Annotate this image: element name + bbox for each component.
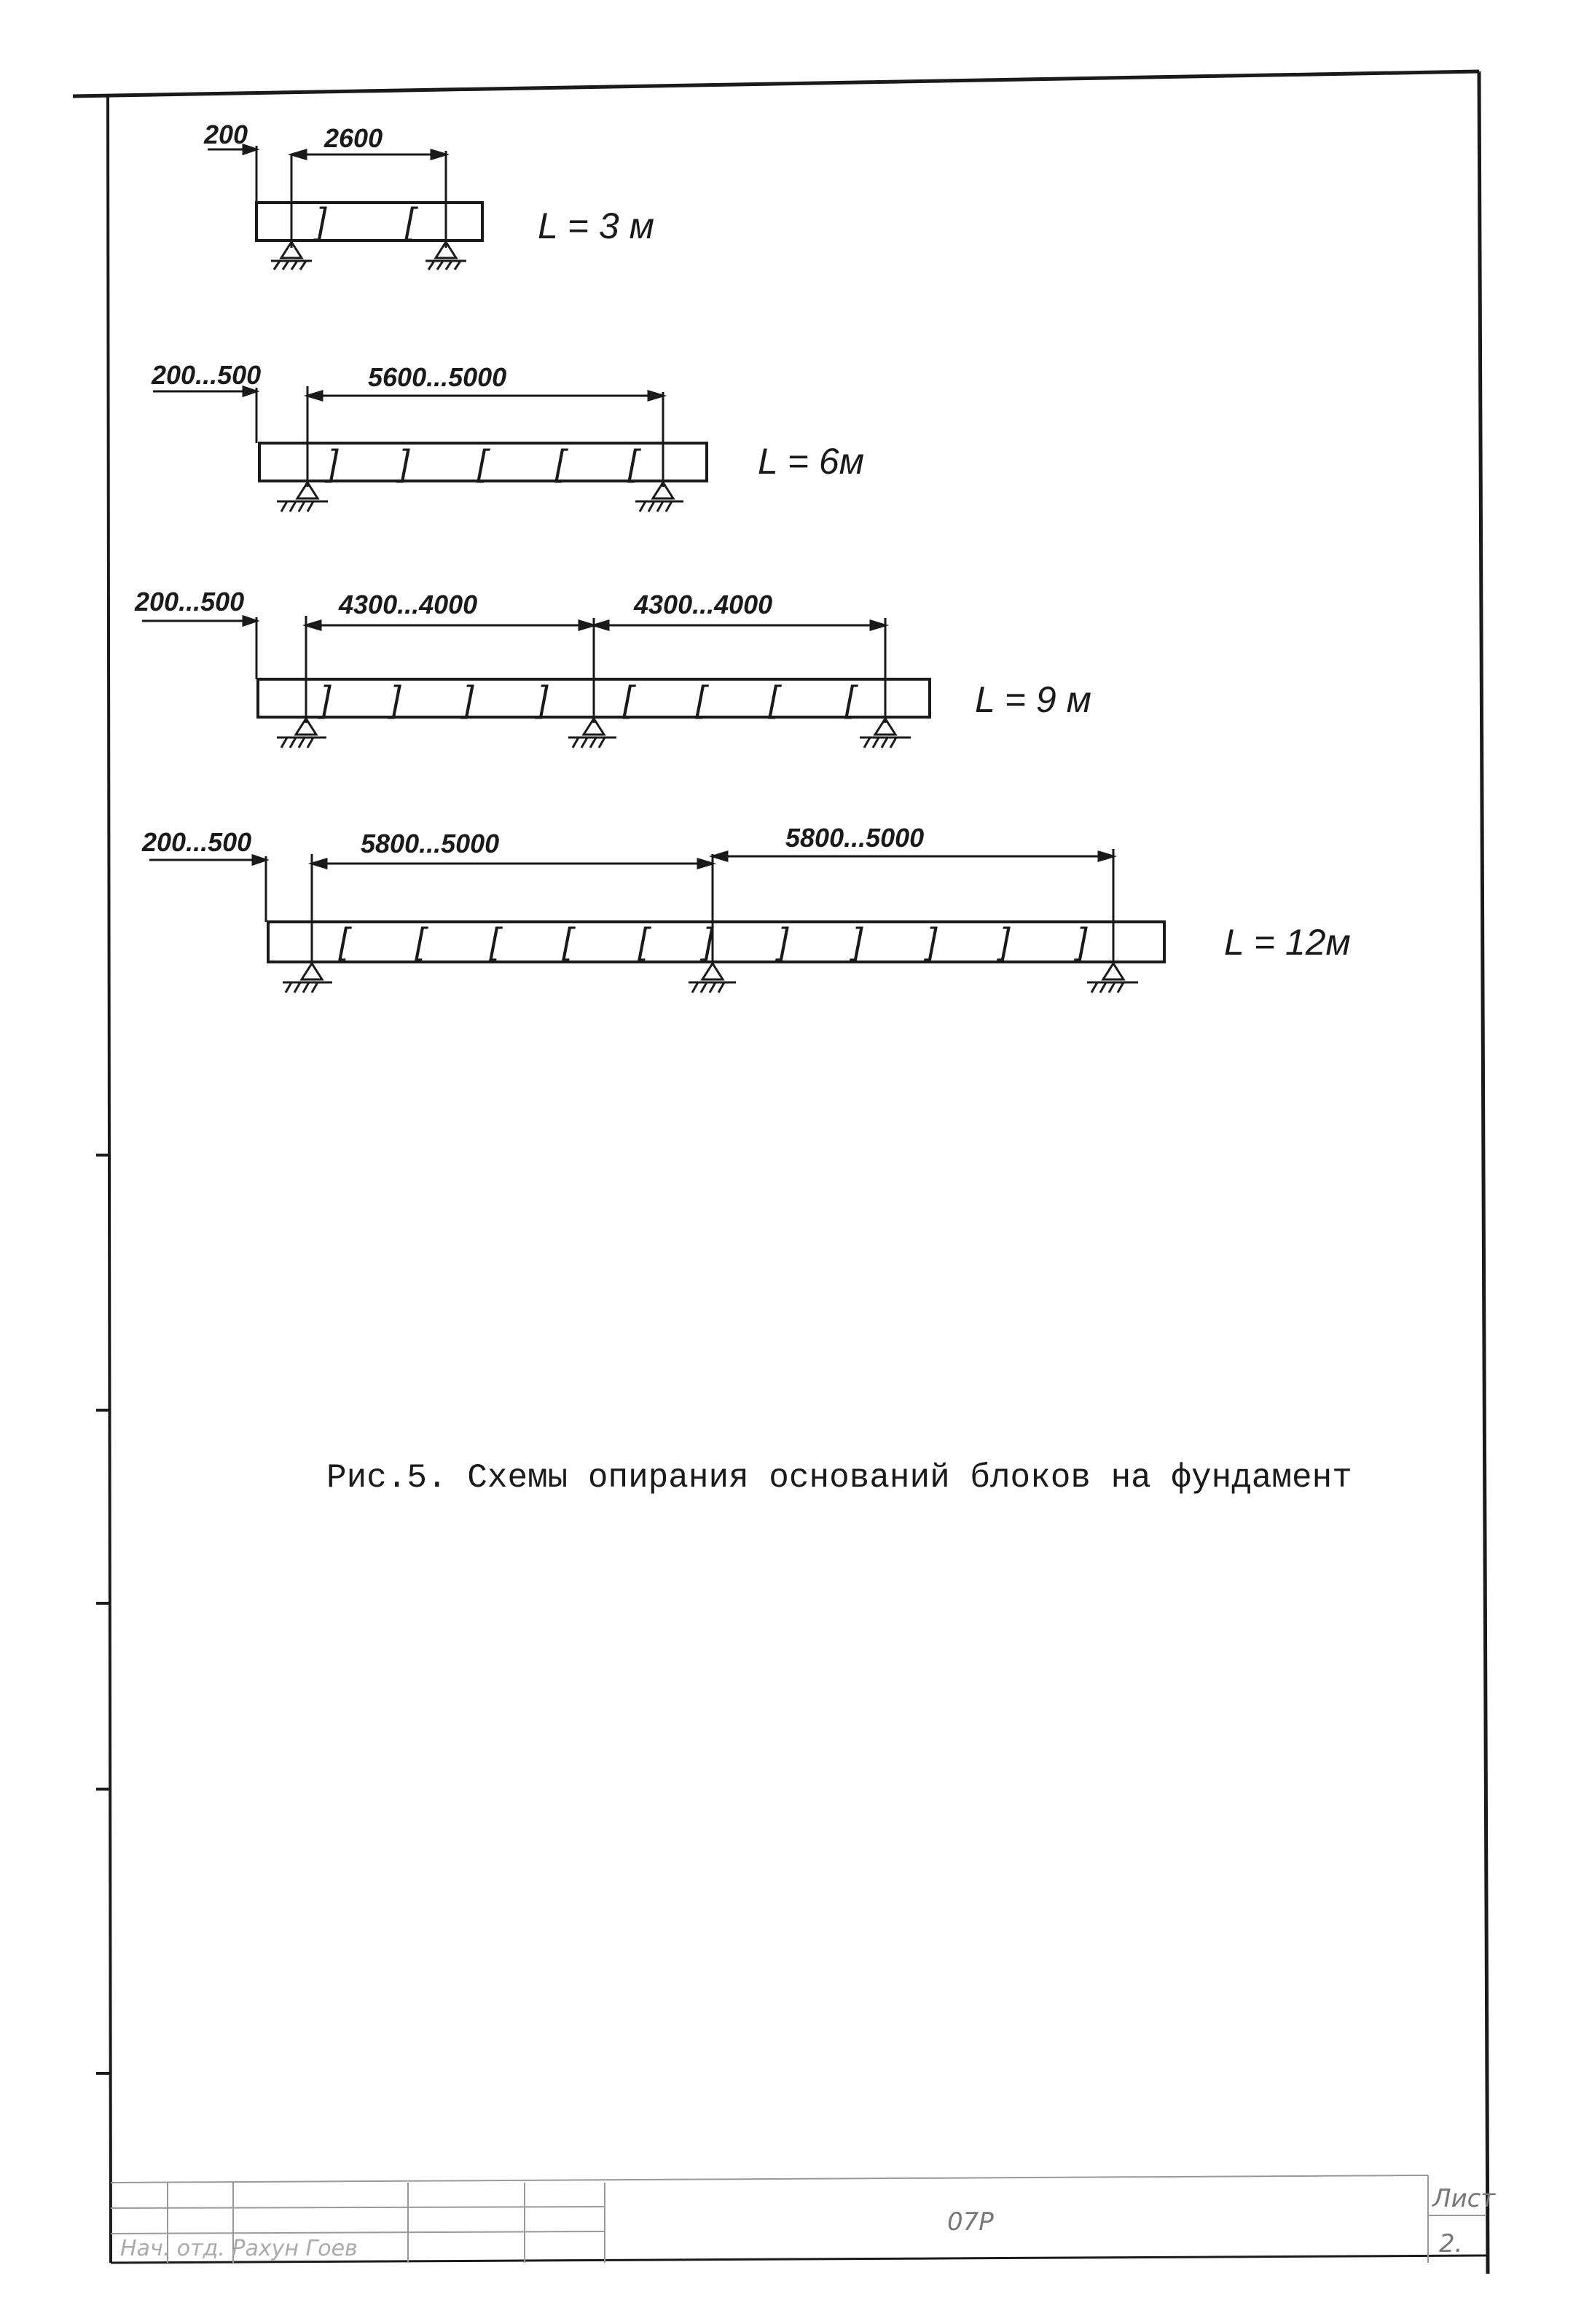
beam-diagram-6m [151,360,864,512]
channel-bracket: [ [339,920,349,961]
channel-bracket: ] [1077,920,1087,961]
support-symbol [277,482,328,512]
span-label: 5600...5000 [368,362,507,392]
document-code: 07Р [947,2207,994,2237]
offset-label: 200...500 [142,827,252,857]
channel-bracket: ] [778,920,788,961]
beam-diagram-9m [134,587,1091,748]
channel-bracket: ] [1000,920,1010,961]
beam-diagram-12m [141,823,1351,993]
channel-bracket: [ [562,920,573,961]
dimension-lines [149,849,1113,966]
channel-bracket: [ [415,920,426,961]
length-label: L = 9 м [975,679,1091,720]
channel-bracket: [ [769,678,779,719]
channel-bracket: ] [538,678,548,719]
span-label: 4300...4000 [339,590,478,619]
offset-label: 200...500 [135,587,245,617]
figure-caption: Рис.5. Схемы опирания оснований блоков на фундамент [326,1459,1352,1497]
title-block-signatures: Нач. отд. Рахун Гоев [120,2236,358,2261]
support-symbol [568,719,616,748]
channel-bracket: [ [845,678,855,719]
sheet-label: Лист [1432,2184,1496,2213]
channel-bracket: [ [628,442,638,483]
channel-bracket: ] [316,200,326,241]
support-symbol [689,963,736,993]
channel-bracket: [ [405,200,415,241]
channel-bracket: [ [623,678,633,719]
sheet-frame [73,71,1488,2274]
channel-bracket: [ [638,920,648,961]
base-frame-beam [268,922,1164,962]
offset-label: 200 [204,120,248,149]
beam-diagram-3m [203,120,654,270]
span-label: 4300...4000 [634,590,773,619]
channel-bracket: [ [696,678,706,719]
channel-bracket: ] [852,920,863,961]
channel-bracket: ] [321,678,331,719]
offset-label: 200...500 [152,360,262,390]
support-symbol [277,719,326,748]
span-label: 5800...5000 [361,829,500,858]
span-label: 5800...5000 [785,823,925,853]
length-label: L = 12м [1224,922,1351,963]
channel-bracket: ] [703,920,713,961]
title-block [111,2175,1496,2263]
support-symbol [283,963,332,993]
span-label: 2600 [324,123,383,153]
channel-bracket: [ [555,442,565,483]
channel-bracket: ] [328,442,338,483]
channel-bracket: ] [463,678,474,719]
channel-bracket: ] [399,442,409,483]
support-symbol [635,482,683,512]
channel-bracket: [ [490,920,500,961]
channel-bracket: ] [927,920,937,961]
channel-bracket: ] [391,678,401,719]
support-symbol [1087,963,1138,993]
length-label: L = 3 м [538,206,654,246]
channel-bracket: [ [477,442,487,483]
sheet-number: 2. [1439,2229,1463,2258]
length-label: L = 6м [758,441,864,482]
